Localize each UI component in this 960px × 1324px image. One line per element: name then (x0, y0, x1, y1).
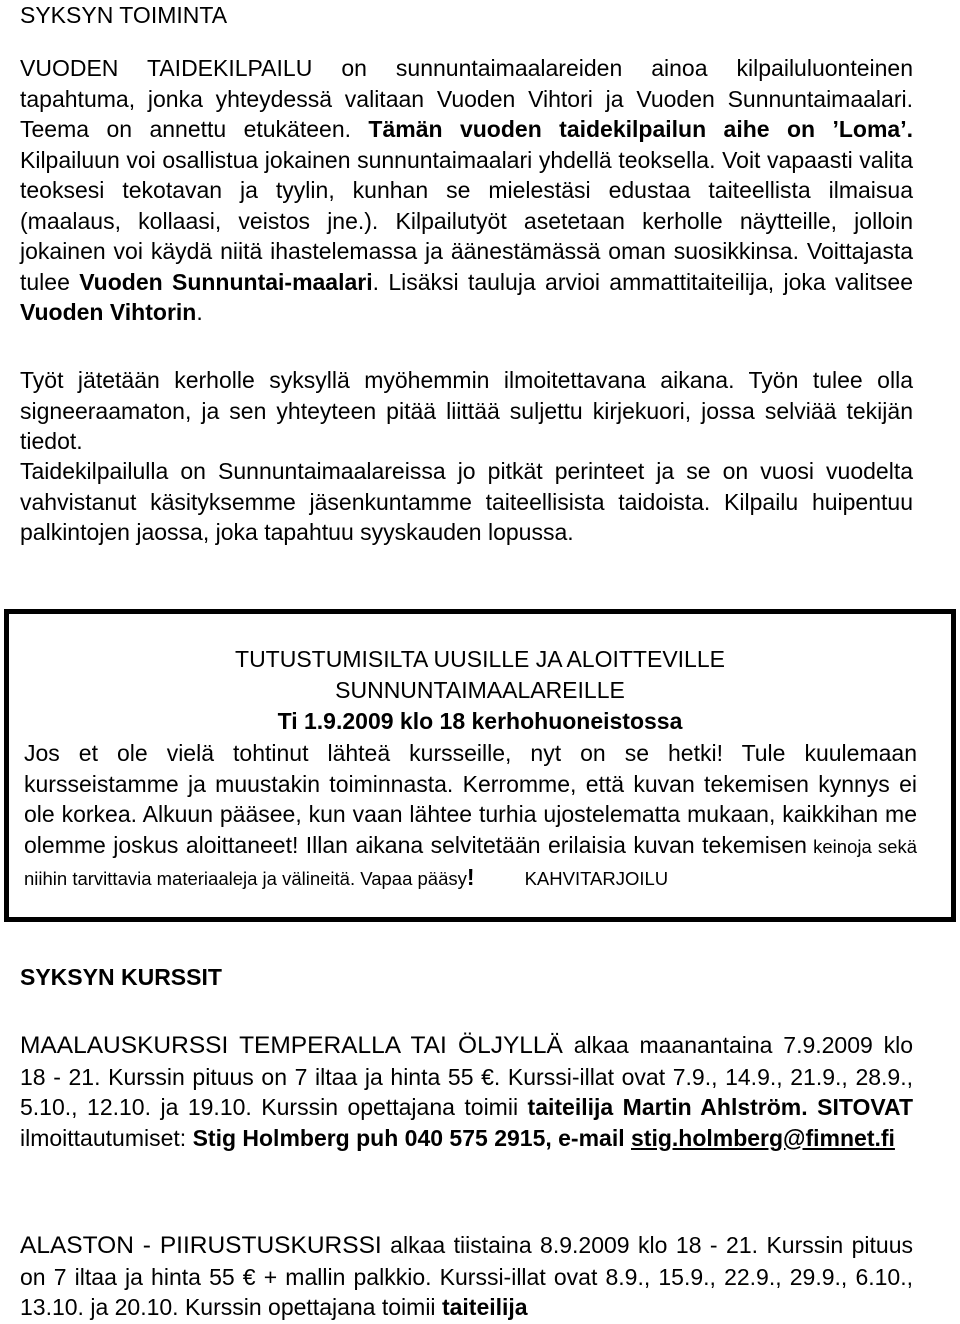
drawing-course-details: alkaa tiistaina 8.9.2009 klo 18 - 21. Kurssin pituus on 7 iltaa ja hinta 55 € + mallin palkkio. Kurssi-illat ovat 8.9., 15.9., 22.9., 29.9., 6.10., 13.10. ja 20.10. Kurssin opettajana toimii (20, 1232, 913, 1320)
painting-course-spacer (808, 1094, 818, 1120)
contact-email-link[interactable]: stig.holmberg@fimnet.fi (631, 1124, 895, 1151)
intro-box-title-line1: TUTUSTUMISILTA UUSILLE JA ALOITTEVILLE (235, 646, 725, 672)
tradition-paragraph: Taidekilpailulla on Sunnuntaimaalareissa jo pitkät perinteet ja se on vuosi vuodelta vahvistanut käsityksemme jäsenkuntamme taiteellisista taidoista. Kilpailu huipentuu palkintojen jaossa, joka tapahtuu syyskauden lopussa. (20, 458, 913, 545)
competition-intro-text: VUODEN TAIDEKILPAILU on sunnuntaimaalareiden ainoa kilpailuluonteinen tapahtuma, jonka yhteydessä valitaan Vuoden Vihtori ja Vuoden Sunnuntaimaalari. Teema on annettu etukäteen. (20, 55, 913, 142)
coffee-note: KAHVITARJOILU (524, 868, 669, 890)
intro-box-date: Ti 1.9.2009 klo 18 kerhohuoneistossa (277, 708, 683, 734)
intro-box-body-main: Jos et ole vielä tohtinut lähteä kursseille, nyt on se hetki! Tule kuulemaan kursseistamme ja muustakin toiminnasta. Kerromme, että kuvan tekemisen kynnys ei ole korkea. Alkuun pääsee, kun vaan lähtee turhia ujostelematta mukaan, kaikkihan me olemme joskus aloittaneet! Illan aikana selvitetään erilaisia kuvan tekemisen (24, 740, 917, 858)
intro-box-body-small: keinoja sekä niihin tarvittavia materiaaleja ja välineitä. Vapaa pääsy (24, 835, 918, 890)
registration-text: ilmoittautumiset: (20, 1124, 193, 1151)
submission-paragraph: Työt jätetään kerholle syksyllä myöhemmin ilmoitettavana aikana. Työn tulee olla signeeraamaton, ja sen yhteyteen pitää liittää suljettu kirjekuori, jossa selviää tekijän tiedot. (20, 367, 913, 454)
painting-course-paragraph (20, 1030, 913, 1153)
registration-contact: Stig Holmberg puh 040 575 2915, e-mail (192, 1124, 631, 1151)
drawing-course-title: ALASTON - PIIRUSTUSKURSSI (20, 1232, 382, 1259)
painting-course-details: alkaa maanantaina 7.9.2009 klo 18 - 21. Kurssin pituus on 7 iltaa ja hinta 55 €. Kurssi-illat ovat 7.9., 14.9., 21.9., 28.9., 5.10., 12.10. ja 19.10. Kurssin opettajana toimii (20, 1032, 913, 1120)
autumn-activities-heading: SYKSYN TOIMINTA (20, 2, 228, 28)
competition-end-text: . (196, 299, 203, 325)
painting-course-teacher: taiteilija Martin Ahlström. (527, 1094, 808, 1120)
drawing-course-teacher: taiteilija (441, 1294, 528, 1320)
competition-rules-text: Kilpailuun voi osallistua jokainen sunnuntaimaalari yhdellä teoksella. Voit vapaasti valita teoksesi tekotavan ja tyylin, kunhan se mielestäsi edustaa taiteellista ilmaisua (maalaus, kollaasi, veistos jne.). Kilpailutyöt asetetaan kerholle näytteille, jolloin jokainen voi käydä niitä ihastelemassa ja äänestämässä oman suosikkinsa. Voittajasta tulee (20, 146, 913, 295)
intro-box-exclaim: ! (466, 864, 475, 891)
autumn-courses-heading: SYKSYN KURSSIT (20, 964, 222, 990)
binding-registration-label: SITOVAT (817, 1094, 913, 1120)
competition-theme: Tämän vuoden taidekilpailun aihe on ’Loma’. (368, 116, 913, 142)
intro-evening-box (4, 609, 956, 922)
drawing-course-paragraph (20, 1230, 913, 1323)
competition-jury-text: . Lisäksi tauluja arvioi ammattitaiteilija, joka valitsee (372, 268, 913, 295)
intro-box-title-line2: SUNNUNTAIMAALAREILLE (335, 677, 625, 703)
art-competition-paragraph (20, 53, 913, 328)
intro-box-body (24, 738, 917, 895)
prize-vihtori: Vuoden Vihtorin (20, 299, 197, 325)
prize-sunday-painter: Vuoden Sunnuntai-maalari (79, 268, 373, 295)
painting-course-title: MAALAUSKURSSI TEMPERALLA TAI ÖLJYLLÄ (20, 1032, 563, 1059)
